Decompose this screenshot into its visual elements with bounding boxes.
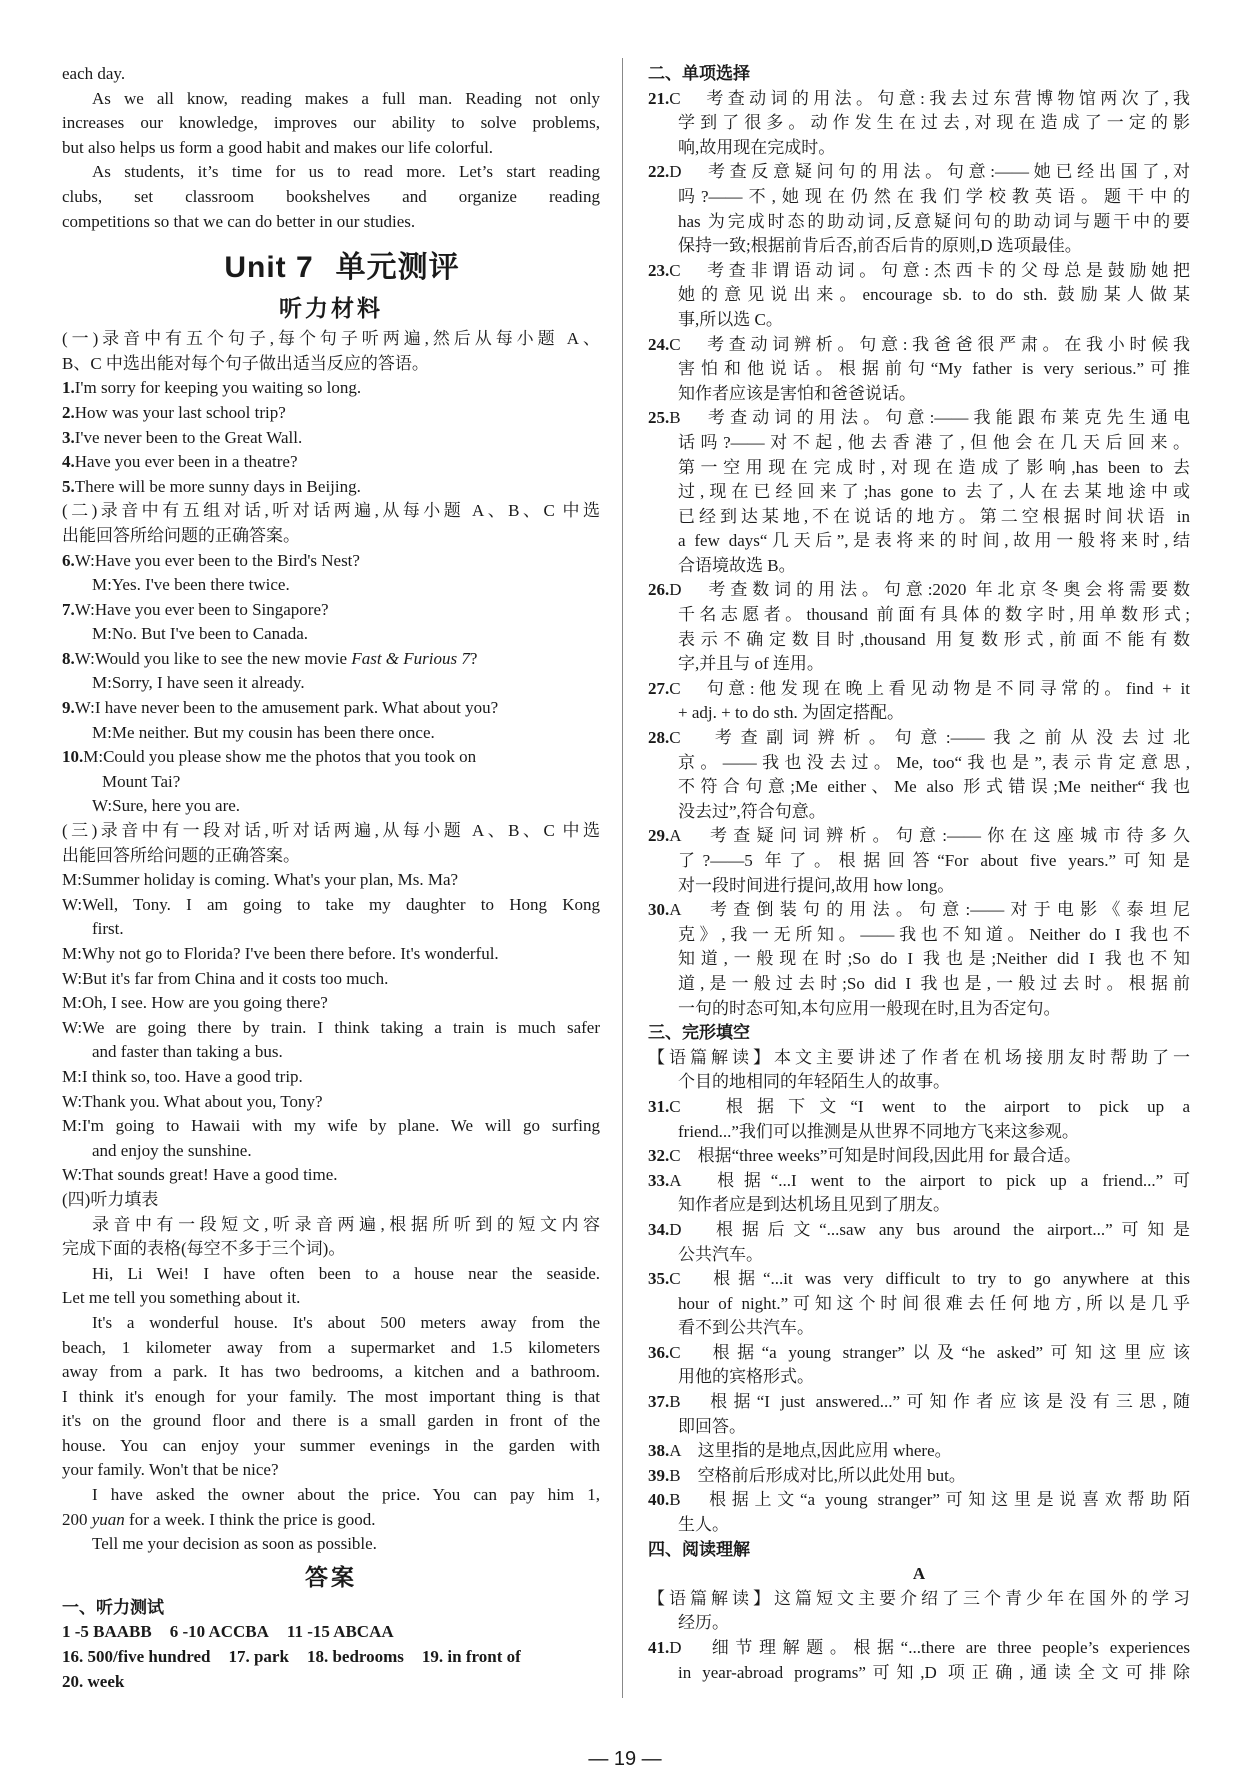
item-text: W:I have never been to the amusement park. What about you?	[74, 698, 499, 718]
item-text: D 根据后文“...saw any bus around the airport...”可知是	[669, 1219, 1190, 1239]
item-number: 22.	[648, 162, 670, 182]
explanation-line	[648, 652, 1190, 677]
explanation-line	[648, 824, 1190, 849]
explanation-line	[648, 1661, 1190, 1686]
passage-line	[62, 1458, 600, 1483]
reading-paragraph-line: but also helps us form a good habit and makes our life colorful.	[62, 137, 494, 157]
item-text: B 空格前后形成对比,所以此处用 but。	[669, 1465, 966, 1485]
item-text: 对一段时间进行提问,故用 how long。	[678, 875, 955, 895]
item-text: 克》,我一无所知。——我也不知道。Neither do I 我也不	[678, 924, 1190, 944]
dialogue-line	[62, 721, 600, 746]
passage-line	[62, 1532, 600, 1557]
explanation-line	[648, 480, 1190, 505]
item-number: 25.	[648, 408, 670, 428]
item-text: 她的意见说出来。encourage sb. to do sth. 鼓励某人做某	[678, 285, 1190, 305]
explanation-line	[648, 874, 1190, 899]
reading-paragraph-line: As we all know, reading makes a full man. Reading not only	[92, 88, 600, 108]
explanation-line	[648, 1439, 1190, 1464]
passage-text: Hi, Li Wei! I have often been to a house near the seaside.	[92, 1263, 600, 1283]
item-text: 没去过”,符合句意。	[678, 801, 826, 821]
item-text: 已经到达某地,不在说话的地方。第二空根据时间状语 in	[678, 506, 1190, 526]
section4-subtitle: A	[912, 1564, 926, 1584]
item-text: M:Me neither. But my cousin has been there once.	[92, 722, 435, 742]
left-column	[62, 62, 600, 1694]
explanation-line	[648, 1611, 1190, 1636]
answer-key: 17. park	[228, 1647, 289, 1667]
item-text: C 根据“three weeks”可知是时间段,因此用 for 最合适。	[669, 1146, 1081, 1166]
italic-title: Fast & Furious 7	[351, 648, 470, 668]
reading-paragraph-line: each day.	[62, 64, 126, 83]
answer-key: 11 -15 ABCAA	[286, 1622, 394, 1642]
item-text: 了?——5 年了。根据回答“For about five years.”可知是	[678, 851, 1190, 870]
item-number: 40.	[648, 1490, 670, 1510]
explanation-line	[648, 1218, 1190, 1243]
item-text: D 考查数词的用法。句意:2020 年北京冬奥会将需要数	[669, 580, 1190, 600]
item-text: C 根据下文“I went to the airport to pick up a	[669, 1096, 1190, 1116]
passage-line	[62, 1508, 600, 1533]
item-text: 字,并且与 of 连用。	[678, 654, 824, 674]
item-text: I'm sorry for keeping you waiting so long.	[74, 378, 362, 398]
explanation-line	[648, 800, 1190, 825]
explanation-line	[648, 333, 1190, 358]
passage-line	[62, 1286, 600, 1311]
passage-text: house. You can enjoy your summer evenings in the garden with	[62, 1435, 600, 1455]
item-text: 事,所以选 C。	[678, 309, 783, 329]
answer-key: 18. bedrooms	[306, 1647, 404, 1667]
item-text: 道,是一般过去时;So did I 我也是,一般过去时。根据前	[678, 973, 1190, 993]
dialogue-line: first.	[92, 919, 124, 939]
item-number: 24.	[648, 334, 670, 354]
explanation-line	[648, 997, 1190, 1022]
explanation-line	[648, 923, 1190, 948]
item-text: C 考查动词的用法。句意:我去过东营博物馆两次了,我	[669, 88, 1190, 108]
column-divider	[622, 58, 623, 1698]
item-number: 39.	[648, 1465, 670, 1485]
item-text: friend...”我们可以推测是从世界不同地方飞来这参观。	[678, 1121, 1079, 1141]
listening-sentence	[62, 376, 600, 401]
explanation-line	[648, 677, 1190, 702]
explanation-line	[648, 160, 1190, 185]
dialogue-line	[62, 573, 600, 598]
item-number: 23.	[648, 260, 670, 280]
unit-title	[62, 242, 600, 286]
answer-key: 1 -5 BAABB	[62, 1622, 152, 1642]
item-text: D 细节理解题。根据“...there are three people’s experiences	[669, 1638, 1190, 1657]
passage-text: Tell me your decision as soon as possible.	[92, 1534, 377, 1554]
explanation-line	[648, 505, 1190, 530]
item-text: M:Could you please show me the photos that you took on	[83, 747, 477, 767]
passage-line	[62, 1385, 600, 1410]
item-text: 表示不确定数目时,thousand 用复数形式,前面不能有数	[678, 629, 1190, 649]
dialogue-line	[62, 745, 600, 770]
page-number: — 19 —	[588, 1748, 662, 1770]
item-text: 知作者应是到达机场且见到了朋友。	[678, 1195, 950, 1215]
section4-title: 四、阅读理解	[648, 1539, 750, 1560]
explanation-line	[648, 1120, 1190, 1145]
item-text: 千名志愿者。thousand 前面有具体的数字时,用单数形式;	[678, 605, 1190, 625]
explanation-line	[648, 234, 1190, 259]
right-column	[648, 62, 1190, 1685]
item-text: 吗?——不,她现在仍然在我们学校教英语。题干中的	[678, 186, 1190, 206]
passage-line	[62, 1311, 600, 1336]
item-text: B 考查动词的用法。句意:——我能跟布莱克先生通电	[669, 408, 1190, 428]
passage-text: 200	[62, 1509, 92, 1529]
item-number: 27.	[648, 678, 670, 698]
passage-text: Let me tell you something about it.	[62, 1288, 301, 1308]
item-number: 37.	[648, 1392, 670, 1412]
item-number: 41.	[648, 1638, 670, 1657]
item-number: 30.	[648, 900, 670, 920]
item-text: 经历。	[678, 1613, 729, 1633]
passage-text: your family. Won't that be nice?	[62, 1460, 279, 1480]
item-text: 保持一致;根据前肯后否,前否后肯的原则,D 选项最佳。	[678, 236, 1082, 256]
item-text: 话吗?——对不起,他去香港了,但他会在几天后回来。	[678, 432, 1190, 452]
item-number: 21.	[648, 88, 670, 108]
passage-text: It's a wonderful house. It's about 500 meters away from the	[92, 1312, 600, 1332]
item-number: 1.	[62, 378, 75, 398]
item-text: a few days“几天后”,是表将来的时间,故用一般将来时,结	[678, 531, 1190, 551]
explanation-line	[648, 456, 1190, 481]
explanation-line	[648, 431, 1190, 456]
dialogue-line: M:I think so, too. Have a good trip.	[62, 1066, 303, 1086]
item-number: 34.	[648, 1219, 670, 1239]
passage-line	[62, 1360, 600, 1385]
part4-title: (四)听力填表	[62, 1189, 159, 1209]
explanation-line	[648, 1341, 1190, 1366]
answer-key: 20. week	[62, 1671, 125, 1691]
item-number: 33.	[648, 1170, 670, 1190]
item-text: W:Have you ever been to Singapore?	[74, 599, 329, 619]
dialogue-line	[62, 770, 600, 795]
item-text: C 考查动词辨析。句意:我爸爸很严肃。在我小时候我	[669, 334, 1190, 354]
item-number: 2.	[62, 402, 75, 422]
answer-key: 6 -10 ACCBA	[169, 1622, 269, 1642]
explanation-line	[648, 1513, 1190, 1538]
item-text: 第一空用现在完成时,对现在造成了影响,has been to 去	[678, 457, 1190, 477]
item-text-after: ?	[469, 648, 478, 668]
item-number: 10.	[62, 747, 84, 767]
item-text: 害怕和他说话。根据前句“My father is very serious.”可推	[678, 359, 1190, 379]
dialogue-line: W:Thank you. What about you, Tony?	[62, 1091, 323, 1111]
dialogue-line: M:Summer holiday is coming. What's your plan, Ms. Ma?	[62, 870, 459, 890]
dialogue-line	[62, 794, 600, 819]
item-text: 京。——我也没去过。Me, too“我也是”,表示肯定意思,	[678, 752, 1190, 772]
dialogue-line: M:Why not go to Florida? I've been there before. It's wonderful.	[62, 944, 499, 963]
part3-instruction: (三)录音中有一段对话,听对话两遍,从每小题 A、B、C 中选	[62, 821, 600, 841]
passage-text: away from a park. It has two bedrooms, a kitchen and a bathroom.	[62, 1362, 600, 1382]
item-text: 生人。	[678, 1515, 729, 1535]
item-number: 29.	[648, 826, 670, 846]
reading-paragraph-line: As students, it’s time for us to read more. Let’s start reading	[92, 162, 600, 182]
explanation-line	[648, 406, 1190, 431]
listening-sentence	[62, 426, 600, 451]
item-text: W:Have you ever been to the Bird's Nest?	[74, 550, 360, 570]
explanation-line	[648, 1464, 1190, 1489]
listening-sentence	[62, 401, 600, 426]
item-number: 9.	[62, 698, 75, 718]
item-number: 7.	[62, 599, 75, 619]
explanation-line	[648, 1636, 1190, 1661]
item-text: I've never been to the Great Wall.	[74, 427, 303, 447]
item-text: M:No. But I've been to Canada.	[92, 624, 308, 644]
item-number: 31.	[648, 1096, 670, 1116]
passage-text: it's on the ground floor and there is a small garden in front of the	[62, 1411, 600, 1431]
dialogue-line	[62, 696, 600, 721]
listening-sentence	[62, 450, 600, 475]
item-text: in year-abroad programs”可知,D 项正确,通读全文可排除	[678, 1662, 1190, 1682]
answer-row	[62, 1645, 600, 1670]
item-number: 3.	[62, 427, 75, 447]
passage-line	[62, 1434, 600, 1459]
dialogue-line: W:But it's far from China and it costs too much.	[62, 968, 389, 988]
item-text: C 句意:他发现在晚上看见动物是不同寻常的。find + it	[669, 678, 1190, 698]
item-text: 个目的地相同的年轻陌生人的故事。	[678, 1072, 950, 1092]
explanation-line	[648, 1267, 1190, 1292]
passage-summary: 【语篇解读】这篇短文主要介绍了三个青少年在国外的学习	[648, 1588, 1190, 1608]
answers-title: 答案	[305, 1564, 357, 1591]
item-text: 一句的时态可知,本句应用一般现在时,且为否定句。	[678, 998, 1061, 1018]
item-text: Have you ever been in a theatre?	[74, 452, 298, 472]
dialogue-line: and faster than taking a bus.	[92, 1042, 283, 1062]
explanation-line	[648, 972, 1190, 997]
item-text: hour of night.”可知这个时间很难去任何地方,所以是几乎	[678, 1293, 1190, 1313]
item-text: C 根据“a young stranger”以及“he asked”可知这里应该	[669, 1342, 1190, 1362]
item-text: D 考查反意疑问句的用法。句意:——她已经出国了,对	[669, 162, 1190, 182]
explanation-line	[648, 578, 1190, 603]
item-text: B 根据上文“a young stranger”可知这里是说喜欢帮助陌	[669, 1490, 1190, 1510]
explanation-line	[648, 628, 1190, 653]
explanation-line	[648, 898, 1190, 923]
explanation-line	[648, 308, 1190, 333]
answer-key: 19. in front of	[421, 1647, 521, 1667]
currency-word: yuan	[91, 1509, 125, 1529]
dialogue-line: W:That sounds great! Have a good time.	[62, 1165, 338, 1185]
passage-text: I have asked the owner about the price. You can pay him 1,	[92, 1485, 600, 1505]
explanation-line	[648, 1193, 1190, 1218]
item-text: 即回答。	[678, 1416, 746, 1436]
explanation-line	[648, 1488, 1190, 1513]
explanation-line	[648, 210, 1190, 235]
item-text: A 考查疑问词辨析。句意:——你在这座城市待多久	[669, 826, 1190, 846]
explanation-line	[648, 357, 1190, 382]
explanation-line	[648, 1292, 1190, 1317]
dialogue-line: W:We are going there by train. I think taking a train is much safer	[62, 1017, 600, 1037]
dialogue-line	[62, 549, 600, 574]
item-text: B 根据“I just answered...”可知作者应该是没有三思,随	[669, 1392, 1190, 1412]
explanation-line	[648, 849, 1190, 874]
item-text: W:Sure, here you are.	[92, 796, 241, 816]
part1-instruction: (一)录音中有五个句子,每个句子听两遍,然后从每小题 A、	[62, 329, 600, 349]
item-text: 用他的宾格形式。	[678, 1367, 814, 1387]
item-text: 看不到公共汽车。	[678, 1318, 814, 1338]
item-text: 学到了很多。动作发生在过去,对现在造成了一定的影	[678, 113, 1190, 133]
item-text: W:Would you like to see the new movie	[74, 648, 352, 668]
answer-row	[62, 1670, 600, 1695]
item-text: C 考查副词辨析。句意:——我之前从没去过北	[669, 728, 1190, 748]
reading-paragraph-line: increases our knowledge, improves our ability to solve problems,	[62, 113, 600, 133]
explanation-line	[648, 701, 1190, 726]
item-text: A 考查倒装句的用法。句意:——对于电影《泰坦尼	[669, 900, 1190, 920]
explanation-line	[648, 1144, 1190, 1169]
unit-subtitle: 单元测评	[335, 251, 460, 285]
answer-key: 16. 500/five hundred	[62, 1647, 211, 1667]
item-number: 28.	[648, 728, 670, 748]
passage-text: beach, 1 kilometer away from a supermarket and 1.5 kilometers	[62, 1337, 600, 1357]
explanation-line	[648, 603, 1190, 628]
item-text: has 为完成时态的助动词,反意疑问句的助动词与题干中的要	[678, 211, 1190, 231]
passage-line	[62, 1336, 600, 1361]
item-text: 不符合句意;Me either、Me also 形式错误;Me neither“我也	[678, 777, 1190, 797]
item-number: 6.	[62, 550, 75, 570]
section2-title: 二、单项选择	[648, 64, 750, 84]
item-text: M:Yes. I've been there twice.	[92, 575, 290, 595]
item-text: 合语境故选 B。	[678, 555, 796, 575]
section3-title: 三、完形填空	[648, 1023, 750, 1044]
item-text: 响,故用现在完成时。	[678, 137, 836, 157]
passage-summary: 【语篇解读】本文主要讲述了作者在机场接朋友时帮助了一	[648, 1047, 1190, 1067]
answer-row	[62, 1620, 600, 1645]
explanation-line	[648, 1095, 1190, 1120]
item-text: A 这里指的是地点,因此应用 where。	[669, 1441, 952, 1461]
item-text: M:Sorry, I have seen it already.	[92, 673, 305, 693]
passage-line	[62, 1409, 600, 1434]
explanation-line	[648, 111, 1190, 136]
dialogue-line	[62, 671, 600, 696]
item-number: 8.	[62, 648, 75, 668]
dialogue-line	[62, 622, 600, 647]
item-text: 知作者应该是害怕和爸爸说话。	[678, 383, 916, 403]
dialogue-line: and enjoy the sunshine.	[92, 1140, 252, 1160]
item-text: 过,现在已经回来了;has gone to 去了,人在去某地途中或	[678, 482, 1190, 502]
item-text: C 考查非谓语动词。句意:杰西卡的父母总是鼓励她把	[669, 260, 1190, 280]
part4-instruction: 完成下面的表格(每空不多于三个词)。	[62, 1239, 346, 1259]
part2-instruction: (二)录音中有五组对话,听对话两遍,从每小题 A、B、C 中选	[62, 501, 600, 521]
item-text: + adj. + to do sth. 为固定搭配。	[678, 703, 905, 723]
explanation-line	[648, 1415, 1190, 1440]
item-text: There will be more sunny days in Beijing.	[74, 476, 361, 496]
passage-text: I think it's enough for your family. The most important thing is that	[62, 1386, 600, 1406]
item-number: 26.	[648, 580, 670, 600]
explanation-line	[648, 1169, 1190, 1194]
item-text: 公共汽车。	[678, 1244, 763, 1264]
part3-instruction: 出能回答所给问题的正确答案。	[62, 845, 300, 865]
item-number: 36.	[648, 1342, 670, 1362]
explanation-line	[648, 283, 1190, 308]
explanation-line	[648, 775, 1190, 800]
passage-line	[62, 1262, 600, 1287]
explanation-line	[648, 1365, 1190, 1390]
item-text: A 根据“...I went to the airport to pick up a friend...”可	[669, 1170, 1190, 1190]
explanation-line	[648, 87, 1190, 112]
reading-paragraph-line: competitions so that we can do better in our studies.	[62, 211, 416, 231]
passage-line	[62, 1483, 600, 1508]
listening-sentence	[62, 475, 600, 500]
dialogue-line: M:Oh, I see. How are you going there?	[62, 993, 328, 1013]
item-text: C 根据“...it was very difficult to try to go anywhere at this	[669, 1269, 1190, 1289]
explanation-line	[648, 529, 1190, 554]
unit-number: Unit 7	[224, 251, 314, 285]
item-text: How was your last school trip?	[74, 402, 286, 422]
explanation-line	[648, 1390, 1190, 1415]
explanation-line	[648, 1243, 1190, 1268]
part1-instruction: B、C 中选出能对每个句子做出适当反应的答语。	[62, 353, 429, 373]
part2-instruction: 出能回答所给问题的正确答案。	[62, 525, 300, 545]
dialogue-line	[62, 647, 600, 672]
explanation-line	[648, 947, 1190, 972]
explanation-line	[648, 1070, 1190, 1095]
passage-text: for a week. I think the price is good.	[124, 1509, 376, 1529]
listening-title: 听力材料	[279, 296, 383, 323]
explanation-line	[648, 751, 1190, 776]
item-number: 5.	[62, 476, 75, 496]
item-number: 35.	[648, 1269, 670, 1289]
dialogue-line: W:Well, Tony. I am going to take my daughter to Hong Kong	[62, 894, 600, 914]
reading-paragraph-line: clubs, set classroom bookshelves and organize reading	[62, 186, 600, 206]
item-number: 38.	[648, 1441, 670, 1461]
explanation-line	[648, 726, 1190, 751]
listening-test-title: 一、听力测试	[62, 1597, 164, 1618]
explanation-line	[648, 136, 1190, 161]
explanation-line	[648, 382, 1190, 407]
dialogue-line: M:I'm going to Hawaii with my wife by plane. We will go surfing	[62, 1116, 600, 1136]
explanation-line	[648, 185, 1190, 210]
item-number: 32.	[648, 1146, 670, 1166]
explanation-line	[648, 554, 1190, 579]
item-text: Mount Tai?	[102, 771, 181, 791]
item-number: 4.	[62, 452, 75, 472]
dialogue-line	[62, 598, 600, 623]
part4-instruction: 录音中有一段短文,听录音两遍,根据所听到的短文内容	[92, 1214, 600, 1234]
explanation-line	[648, 259, 1190, 284]
explanation-line	[648, 1316, 1190, 1341]
item-text: 知道,一般现在时;So do I 我也是;Neither did I 我也不知	[678, 949, 1190, 969]
